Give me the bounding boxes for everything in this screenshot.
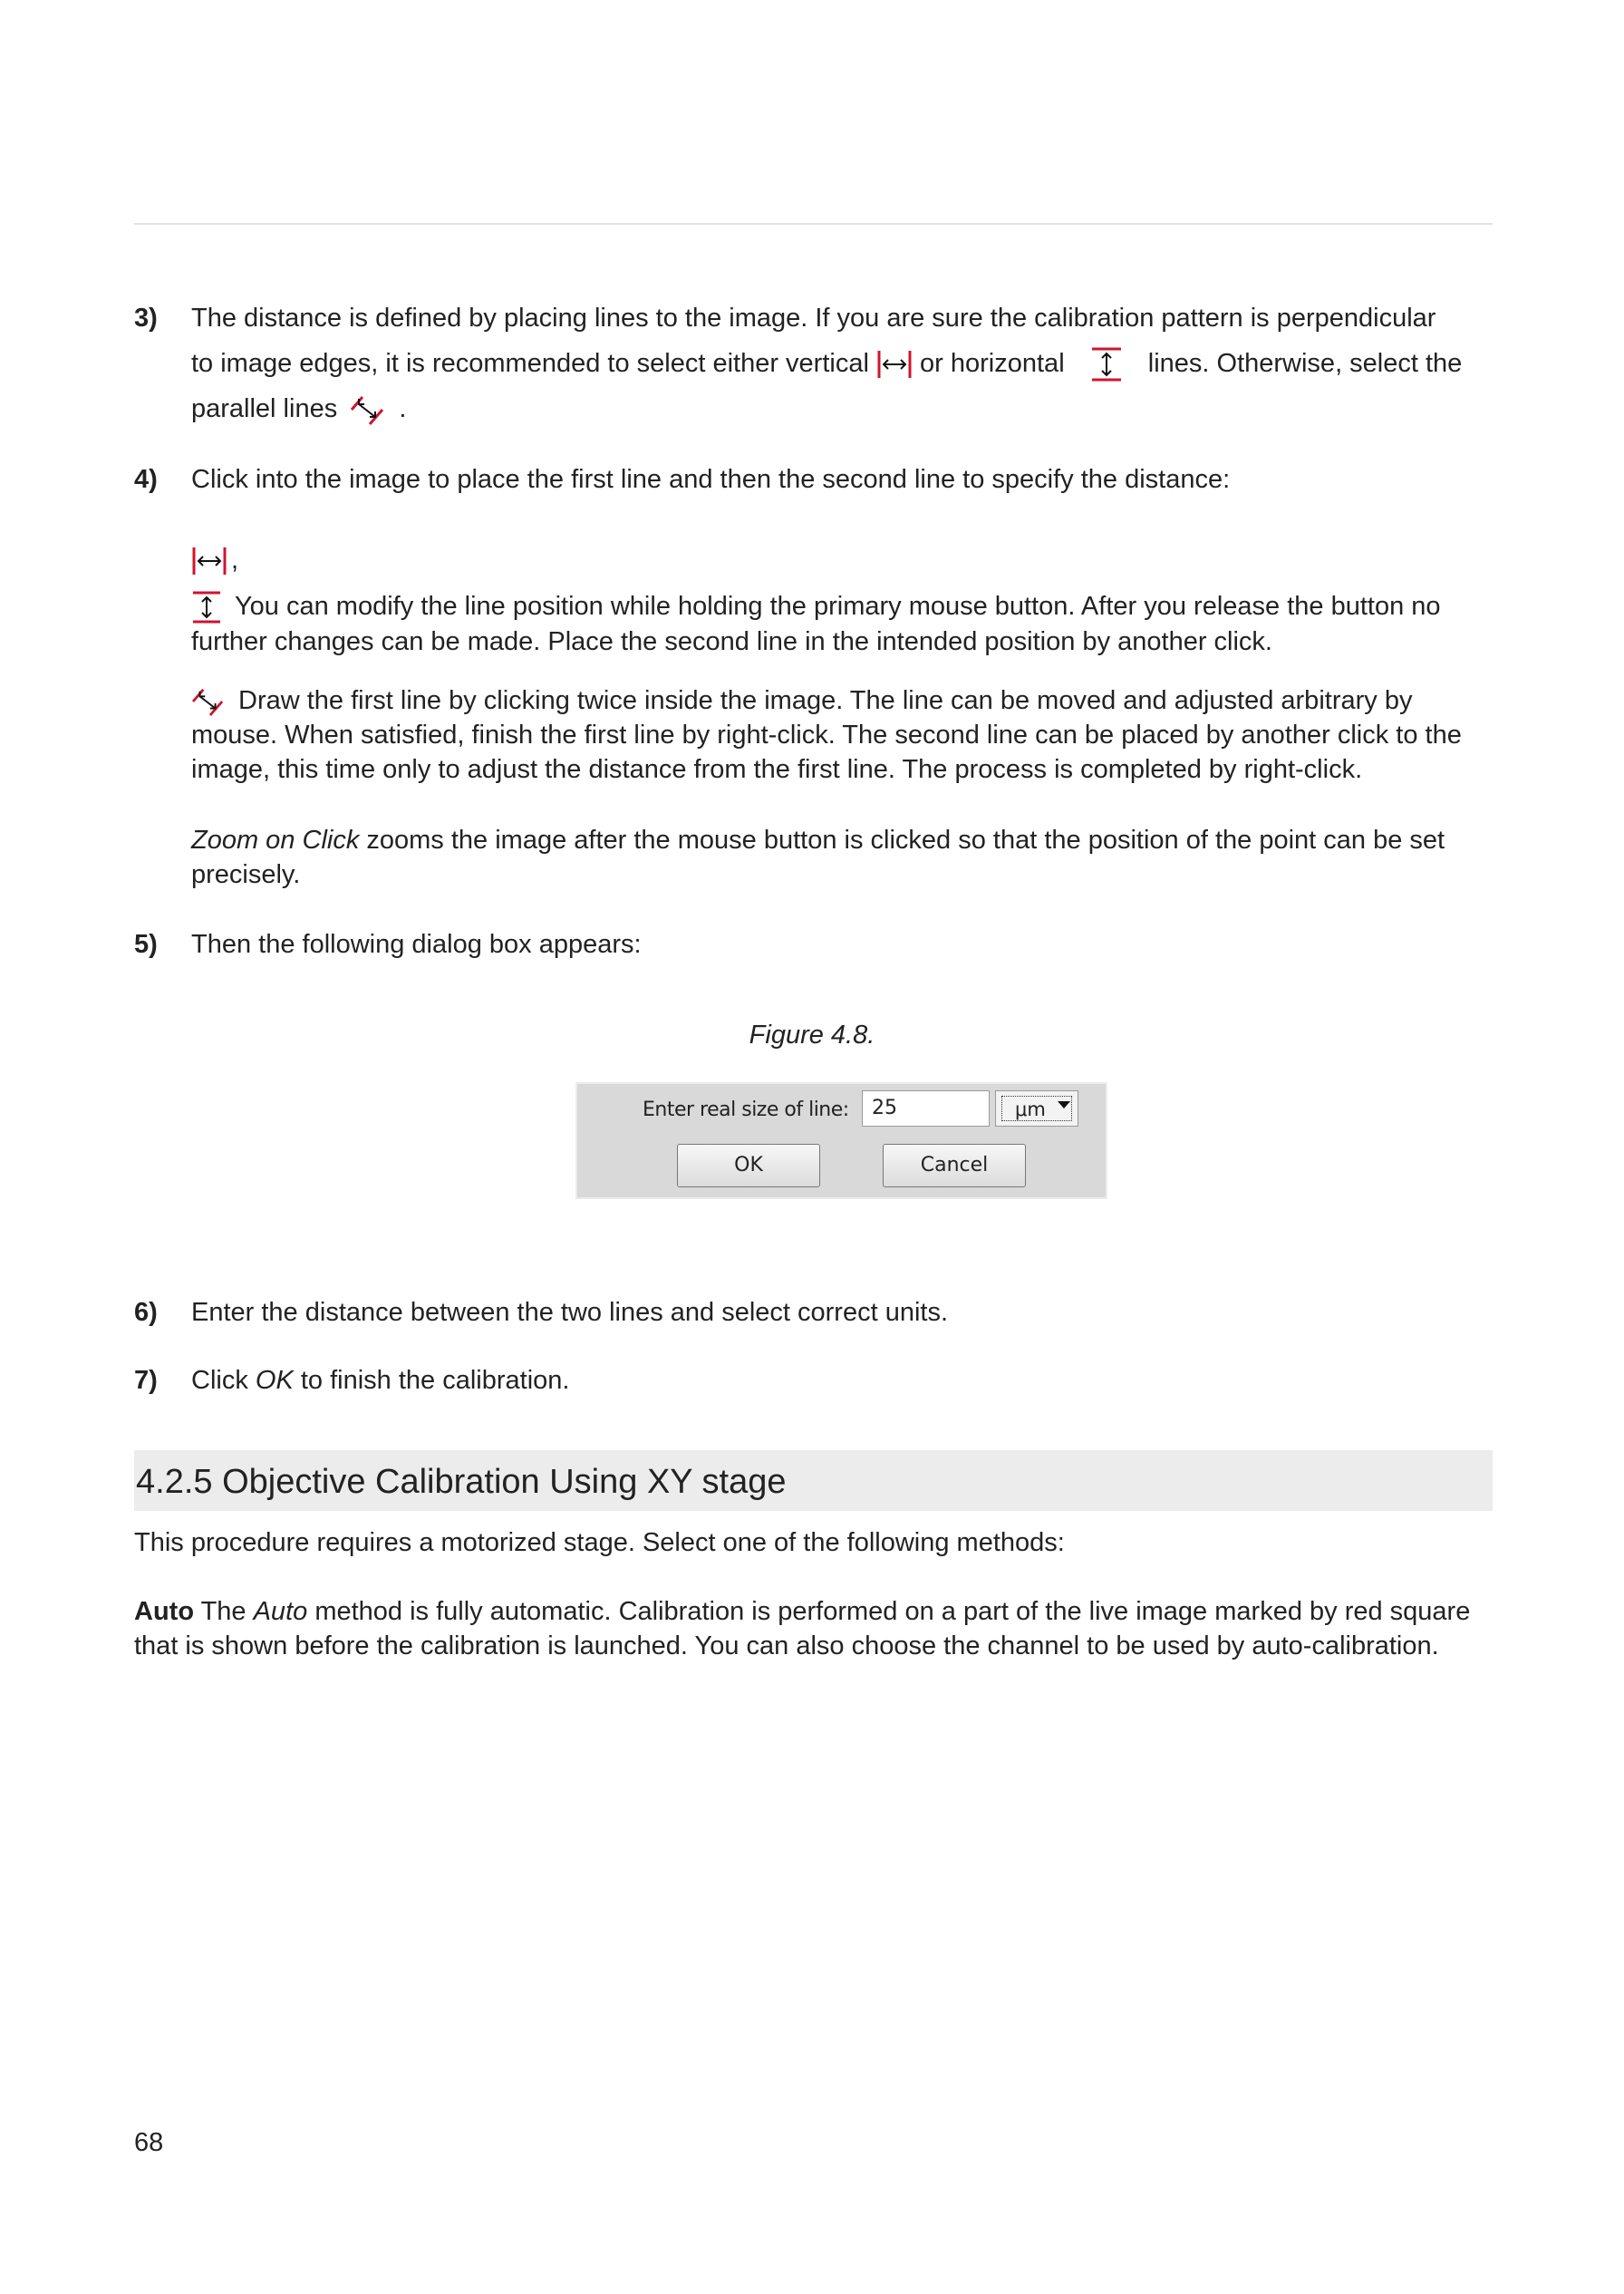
step-number: 3) [134,304,158,333]
cancel-button[interactable]: Cancel [883,1144,1026,1187]
vertical-lines-icon [876,348,913,381]
step-body [191,295,1494,431]
step-6 [134,1290,1494,1335]
horizontal-lines-icon [1090,346,1123,382]
section-title: 4.2.5 Objective Calibration Using XY stage [136,1463,787,1501]
auto-term: Auto [253,1597,308,1626]
description-text: You can modify the line position while holding the primary mouse button. After you release the button no further changes can be made. Place the second line in the intended position by another click. [191,592,1441,657]
step-7 [134,1358,1494,1403]
unit-select[interactable] [995,1090,1078,1127]
step-text: parallel lines [191,394,338,423]
chevron-down-icon [1058,1101,1070,1108]
real-size-label: Enter real size of line: [643,1099,849,1121]
step-number: 5) [134,930,158,959]
step-text: or horizontal [920,349,1065,378]
vertical-horizontal-description [191,589,1494,659]
step-text: The distance is defined by placing lines to the image. If you are sure the calibration pattern is perpendicular [191,304,1436,333]
step-number: 4) [134,465,158,494]
step-number: 6) [134,1298,158,1327]
icon-list-line [191,540,1494,580]
step-line [191,341,1494,386]
step-5 [134,922,1494,967]
step-text-post: to finish the calibration. [293,1366,570,1395]
step-number: 7) [134,1366,158,1395]
step-text: Enter the distance between the two lines and select correct units. [191,1298,949,1327]
horizontal-lines-icon [191,590,222,624]
ok-button[interactable]: OK [677,1144,820,1187]
step-text: lines. Otherwise, select the [1147,349,1463,378]
step-text: Then the following dialog box appears: [191,930,642,959]
zoom-on-click-term: Zoom on Click [191,826,360,855]
step-text-pre: Click [191,1366,256,1395]
zoom-on-click-description [191,823,1494,892]
step-text [191,1358,1494,1403]
step-text: Click into the image to place the first line and then the second line to specify the distance: [191,465,1231,494]
parallel-lines-description [191,683,1494,787]
ok-term: OK [255,1366,294,1395]
figure-caption: Figure 4.8. [749,1021,875,1050]
step-line [191,295,1494,341]
step-3 [134,295,1494,431]
vertical-lines-icon [191,545,227,577]
header-rule [134,223,1493,225]
step-4 [134,457,1494,502]
unit-select-value: μm [1001,1096,1072,1121]
page-number: 68 [134,2128,164,2157]
step-text: . [399,394,407,423]
step-text: to image edges, it is recommended to select either vertical [191,349,869,378]
parallel-lines-icon [350,393,386,426]
auto-text: method is fully automatic. Calibration is performed on a part of the live image marked by red square that is shown before the calibration is launched. You can also choose the channel to be used by auto-calibration. [134,1597,1471,1660]
auto-text-pre: The [194,1597,254,1626]
auto-method-description [134,1594,1494,1663]
real-size-dialog [575,1082,1107,1199]
comma-text: , [231,546,239,575]
step-line [191,386,1494,431]
description-text: Draw the first line by clicking twice inside the image. The line can be moved and adjusted arbitrary by mouse. When satisfied, finish the first line by right-click. The second line can be placed by another click to the image, this time only to adjust the distance from the first line. The process is completed by right-click. [191,686,1462,784]
section-intro: This procedure requires a motorized stage. Select one of the following methods: [134,1528,1065,1557]
parallel-lines-icon [191,686,226,717]
auto-label: Auto [134,1597,195,1626]
description-text: zooms the image after the mouse button is clicked so that the position of the point can be set precisely. [191,826,1445,889]
real-size-input[interactable]: 25 [862,1090,990,1127]
